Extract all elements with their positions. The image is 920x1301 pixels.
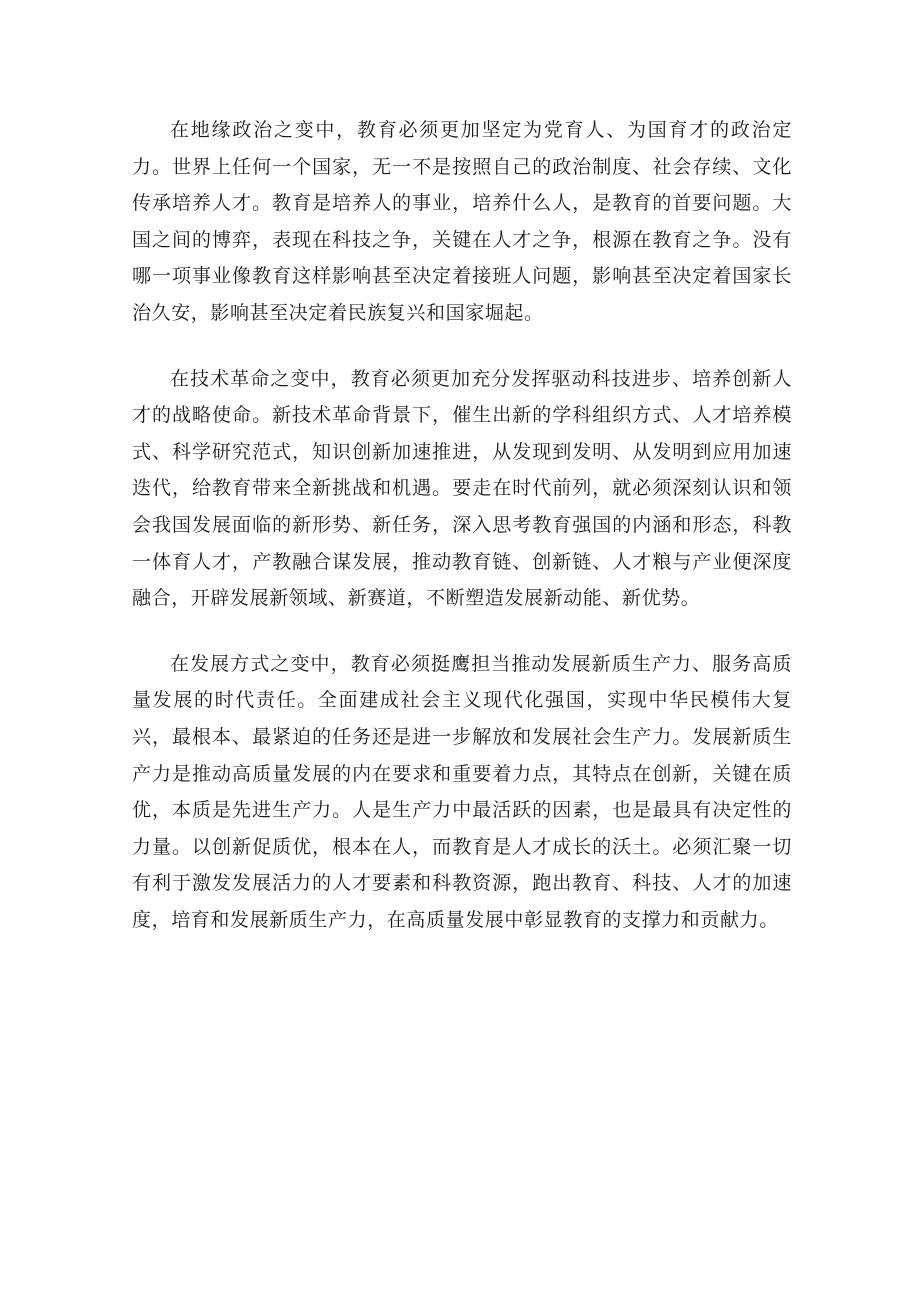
paragraph-technology-revolution: 在技术革命之变中，教育必须更加充分发挥驱动科技进步、培养创新人才的战略使命。新技术革命背景下，催生出新的学科组织方式、人才培养模式、科学研究范式，知识创新加速推进，从发现到发明、从发明到应用加速迭代，给教育带来全新挑战和机遇。要走在时代前列，就必须深刻认识和领会我国发展面临的新形势、新任务，深入思考教育强国的内涵和形态，科教一体育人才，产教融合谋发展，推动教育链、创新链、人才粮与产业便深度融合，开辟发展新领域、新赛道，不断塑造发展新动能、新优势。 xyxy=(132,367,792,610)
paragraph-development-mode: 在发展方式之变中，教育必须挺鹰担当推动发展新质生产力、服务高质量发展的时代责任。全面建成社会主义现代化强国，实现中华民模伟大复兴，最根本、最紧迫的任务还是进一步解放和发展社会生产力。发展新质生产力是推动高质量发展的内在要求和重要着力点，其特点在创新，关键在质优，本质是先进生产力。人是生产力中最活跃的因素，也是最具有决定性的力量。以创新促质优，根本在人，而教育是人才成长的沃土。必须汇聚一切有利于激发发展活力的人才要素和科教资源，跑出教育、科技、人才的加速度，培育和发展新质生产力，在高质量发展中彰显教育的支撑力和贡献力。 xyxy=(132,652,792,931)
document-body xyxy=(132,112,792,938)
paragraph-geopolitics: 在地缘政治之变中，教育必须更加坚定为党育人、为国育才的政治定力。世界上任何一个国家，无一不是按照自己的政治制度、社会存续、文化传承培养人才。教育是培养人的事业，培养什么人，是教育的首要问题。大国之间的博弈，表现在科技之争，关键在人才之争，根源在教育之争。没有哪一项事业像教育这样影响甚至决定着接班人问题，影响甚至决定着国家长治久安，影响甚至决定着民族复兴和国家堀起。 xyxy=(132,119,792,324)
